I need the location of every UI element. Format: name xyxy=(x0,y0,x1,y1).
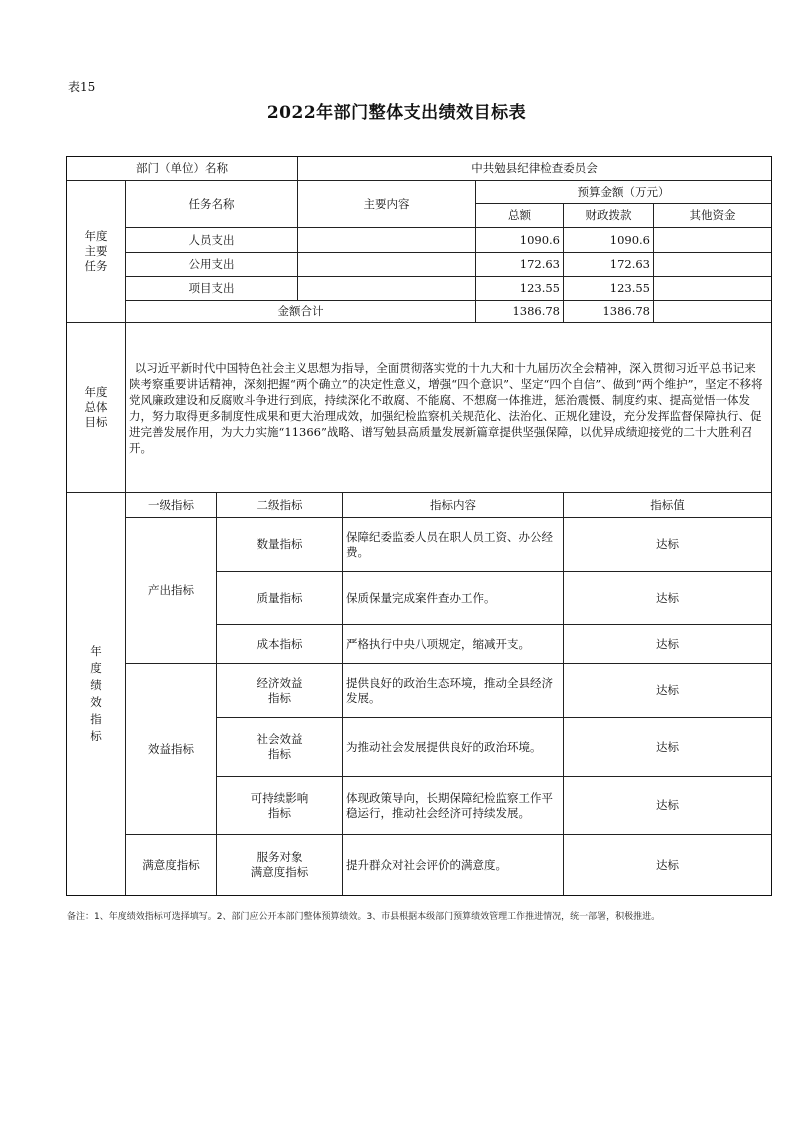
task-row-total: 172.63 xyxy=(475,252,564,277)
level2-item: 服务对象 满意度指标 xyxy=(216,834,343,896)
table-number: 表15 xyxy=(68,80,96,94)
annual-goal-text: 以习近平新时代中国特色社会主义思想为指导，全面贯彻落实党的十九大和十九届历次全会精神，深入贯彻习近平总书记来陕考察重要讲话精神，深刻把握“两个确立”的决定性意义，增强“四个意识”、坚定“四个自信”、做到“两个维护”，坚定不移将党风廉政建设和反腐败斗争进行到底，持续深化不敢腐、不能腐、不想腐一体推进，惩治震慑、制度约束、提高觉悟一体发力，努力取得更多制度性成果和更大治理成效，加强纪检监察机关规范化、法治化、正规化建设，充分发挥监督保障执行、促进完善发展作用，为大力实施“11366”战略、谱写勉县高质量发展新篇章提供坚强保障，以优异成绩迎接党的二十大胜利召开。 xyxy=(129,360,763,455)
indicator-value: 达标 xyxy=(563,624,772,664)
indicator-value: 达标 xyxy=(563,663,772,718)
task-row-content xyxy=(297,252,476,277)
task-row-fiscal: 1090.6 xyxy=(563,227,654,253)
indicator-value: 达标 xyxy=(563,776,772,835)
task-row-other xyxy=(653,227,772,253)
level2-item: 数量指标 xyxy=(216,517,343,572)
fiscal-header: 财政拨款 xyxy=(563,203,654,228)
task-row-fiscal: 123.55 xyxy=(563,276,654,301)
indicator-content-header: 指标内容 xyxy=(342,492,564,518)
level2-item: 社会效益 指标 xyxy=(216,717,343,777)
task-row-content xyxy=(297,227,476,253)
indicator-content: 为推动社会发展提供良好的政治环境。 xyxy=(342,717,564,777)
annual-tasks-label: 年度 主要 任务 xyxy=(66,180,126,323)
budget-amount-header: 预算金额（万元） xyxy=(475,180,772,204)
indicator-value: 达标 xyxy=(563,834,772,896)
indicator-content: 保障纪委监委人员在职人员工资、办公经费。 xyxy=(342,517,564,572)
task-row-name: 公用支出 xyxy=(125,252,298,277)
annual-goal-label: 年度 总体 目标 xyxy=(66,322,126,493)
indicator-content: 提升群众对社会评价的满意度。 xyxy=(342,834,564,896)
level2-item: 经济效益 指标 xyxy=(216,663,343,718)
indicator-value-header: 指标值 xyxy=(563,492,772,518)
task-row-name: 项目支出 xyxy=(125,276,298,301)
sum-total: 1386.78 xyxy=(475,300,564,323)
other-funds-header: 其他资金 xyxy=(653,203,772,228)
indicator-content: 严格执行中央八项规定，缩减开支。 xyxy=(342,624,564,664)
page-title: 2022年部门整体支出绩效目标表 xyxy=(266,103,527,123)
performance-indicators-label: 年 度 绩 效 指 标 xyxy=(66,492,126,896)
level1-output: 产出指标 xyxy=(125,517,217,664)
footnote: 备注：1、年度绩效指标可选择填写。2、部门应公开本部门整体预算绩效。3、市县根据本级部门预算绩效管理工作推进情况，统一部署，积极推进。 xyxy=(67,912,661,922)
indicator-content: 提供良好的政治生态环境，推动全县经济发展。 xyxy=(342,663,564,718)
level1-satisfaction: 满意度指标 xyxy=(125,834,217,896)
indicator-value: 达标 xyxy=(563,517,772,572)
level1-header: 一级指标 xyxy=(125,492,217,518)
task-row-other xyxy=(653,252,772,277)
level1-benefit: 效益指标 xyxy=(125,663,217,835)
dept-name-value: 中共勉县纪律检查委员会 xyxy=(297,156,772,181)
indicator-value: 达标 xyxy=(563,717,772,777)
level2-item: 质量指标 xyxy=(216,571,343,625)
task-row-name: 人员支出 xyxy=(125,227,298,253)
annual-goal-cell xyxy=(125,322,772,493)
task-name-header: 任务名称 xyxy=(125,180,298,228)
level2-item: 可持续影响 指标 xyxy=(216,776,343,835)
indicator-content: 体现政策导向，长期保障纪检监察工作平稳运行，推动社会经济可持续发展。 xyxy=(342,776,564,835)
indicator-content: 保质保量完成案件查办工作。 xyxy=(342,571,564,625)
task-row-total: 123.55 xyxy=(475,276,564,301)
indicator-value: 达标 xyxy=(563,571,772,625)
sum-other xyxy=(653,300,772,323)
task-row-content xyxy=(297,276,476,301)
sum-label: 金额合计 xyxy=(125,300,476,323)
total-header: 总额 xyxy=(475,203,564,228)
level2-header: 二级指标 xyxy=(216,492,343,518)
dept-name-label: 部门（单位）名称 xyxy=(66,156,298,181)
task-row-other xyxy=(653,276,772,301)
task-row-total: 1090.6 xyxy=(475,227,564,253)
level2-item: 成本指标 xyxy=(216,624,343,664)
sum-fiscal: 1386.78 xyxy=(563,300,654,323)
task-row-fiscal: 172.63 xyxy=(563,252,654,277)
main-content-header: 主要内容 xyxy=(297,180,476,228)
